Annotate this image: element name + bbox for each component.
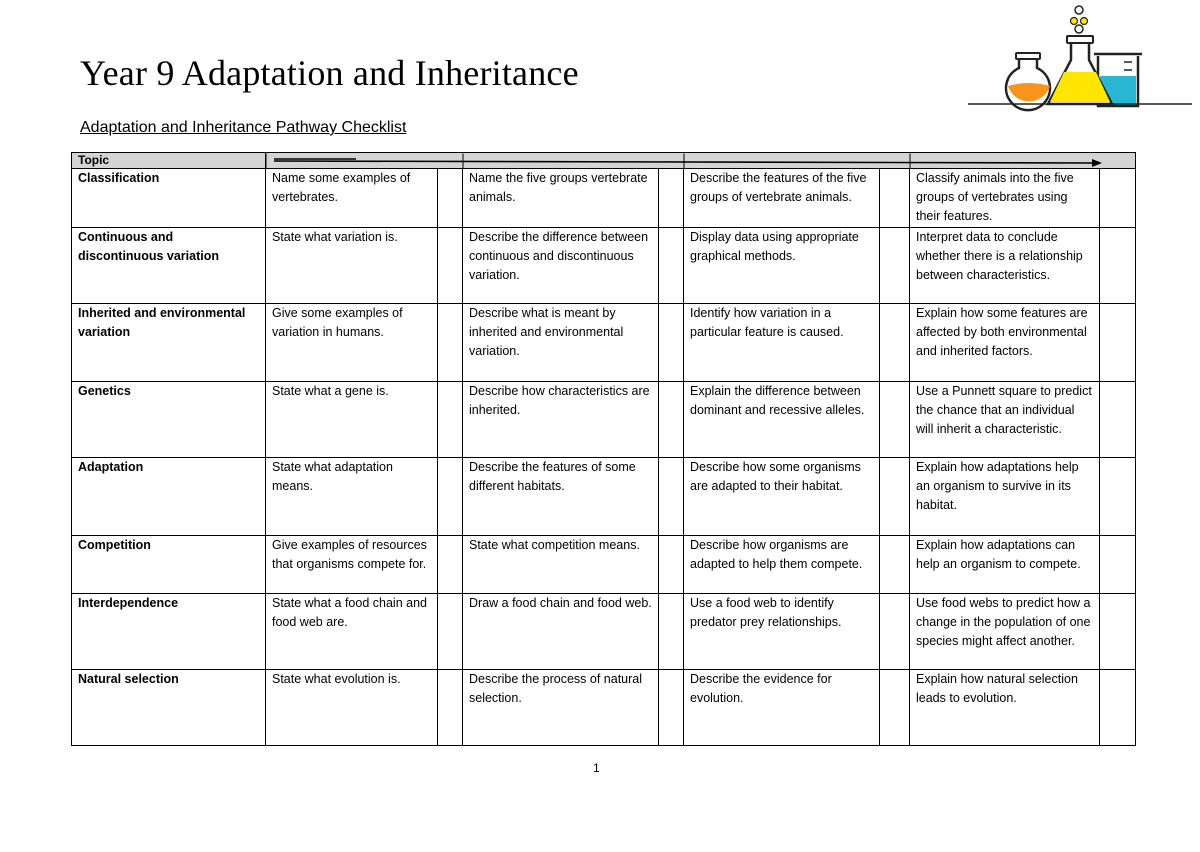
level-3-cell: Display data using appropriate graphical methods. [684, 227, 880, 303]
table-row [72, 457, 1136, 535]
checkbox-cell[interactable] [659, 227, 684, 303]
checkbox-cell[interactable] [880, 227, 910, 303]
checkbox-cell[interactable] [438, 303, 463, 381]
topic-cell: Genetics [72, 381, 266, 457]
level-2-cell: Describe the difference between continuous and discontinuous variation. [463, 227, 659, 303]
topic-header: Topic [72, 153, 266, 169]
checkbox-cell[interactable] [1100, 669, 1136, 745]
table-row [72, 381, 1136, 457]
page-number: 1 [593, 761, 600, 775]
level-1-cell: State what adaptation means. [266, 457, 438, 535]
level-3-cell: Use a food web to identify predator prey relationships. [684, 593, 880, 669]
checkbox-cell[interactable] [659, 535, 684, 593]
checkbox-cell[interactable] [880, 593, 910, 669]
topic-cell: Interdependence [72, 593, 266, 669]
level-3-cell: Describe the evidence for evolution. [684, 669, 880, 745]
progression-arrow-header [266, 153, 1136, 169]
checkbox-cell[interactable] [1100, 227, 1136, 303]
level-4-cell: Classify animals into the five groups of vertebrates using their features. [910, 169, 1100, 228]
topic-cell: Natural selection [72, 669, 266, 745]
checkbox-cell[interactable] [659, 303, 684, 381]
level-4-cell: Explain how adaptations help an organism to survive in its habitat. [910, 457, 1100, 535]
topic-cell: Adaptation [72, 457, 266, 535]
checkbox-cell[interactable] [438, 227, 463, 303]
level-1-cell: Name some examples of vertebrates. [266, 169, 438, 228]
level-1-cell: State what a food chain and food web are. [266, 593, 438, 669]
level-3-cell: Describe how some organisms are adapted to their habitat. [684, 457, 880, 535]
checkbox-cell[interactable] [438, 593, 463, 669]
level-3-cell: Explain the difference between dominant and recessive alleles. [684, 381, 880, 457]
checkbox-cell[interactable] [438, 457, 463, 535]
level-1-cell: Give examples of resources that organisms compete for. [266, 535, 438, 593]
checkbox-cell[interactable] [438, 169, 463, 228]
checkbox-cell[interactable] [659, 593, 684, 669]
checkbox-cell[interactable] [880, 669, 910, 745]
level-4-cell: Use food webs to predict how a change in the population of one species might affect another. [910, 593, 1100, 669]
checkbox-cell[interactable] [1100, 593, 1136, 669]
level-2-cell: State what competition means. [463, 535, 659, 593]
checkbox-cell[interactable] [438, 669, 463, 745]
level-1-cell: State what variation is. [266, 227, 438, 303]
level-1-cell: State what a gene is. [266, 381, 438, 457]
checkbox-cell[interactable] [880, 381, 910, 457]
level-2-cell: Name the five groups vertebrate animals. [463, 169, 659, 228]
table-row [72, 303, 1136, 381]
level-4-cell: Explain how some features are affected by both environmental and inherited factors. [910, 303, 1100, 381]
level-4-cell: Interpret data to conclude whether there is a relationship between characteristics. [910, 227, 1100, 303]
level-4-cell: Explain how natural selection leads to evolution. [910, 669, 1100, 745]
table-row [72, 169, 1136, 228]
topic-cell: Classification [72, 169, 266, 228]
level-2-cell: Describe the process of natural selection. [463, 669, 659, 745]
checkbox-cell[interactable] [880, 303, 910, 381]
level-2-cell: Describe what is meant by inherited and environmental variation. [463, 303, 659, 381]
checkbox-cell[interactable] [659, 381, 684, 457]
level-1-cell: Give some examples of variation in humans. [266, 303, 438, 381]
table-row [72, 593, 1136, 669]
page-title: Year 9 Adaptation and Inheritance [80, 53, 579, 93]
checkbox-cell[interactable] [438, 535, 463, 593]
checkbox-cell[interactable] [1100, 303, 1136, 381]
pathway-checklist-table [71, 152, 1136, 746]
level-2-cell: Describe how characteristics are inherited. [463, 381, 659, 457]
checkbox-cell[interactable] [659, 169, 684, 228]
topic-cell: Continuous and discontinuous variation [72, 227, 266, 303]
level-1-cell: State what evolution is. [266, 669, 438, 745]
checkbox-cell[interactable] [659, 457, 684, 535]
checkbox-cell[interactable] [880, 457, 910, 535]
level-4-cell: Explain how adaptations can help an organism to compete. [910, 535, 1100, 593]
progression-arrow-icon [266, 153, 1136, 169]
checkbox-cell[interactable] [1100, 535, 1136, 593]
level-3-cell: Describe how organisms are adapted to help them compete. [684, 535, 880, 593]
checkbox-cell[interactable] [880, 535, 910, 593]
level-4-cell: Use a Punnett square to predict the chance that an individual will inherit a characteristic. [910, 381, 1100, 457]
level-3-cell: Identify how variation in a particular feature is caused. [684, 303, 880, 381]
topic-cell: Competition [72, 535, 266, 593]
checkbox-cell[interactable] [438, 381, 463, 457]
lab-glassware-icon [966, 0, 1194, 112]
checkbox-cell[interactable] [1100, 169, 1136, 228]
table-row [72, 669, 1136, 745]
table-row [72, 535, 1136, 593]
level-3-cell: Describe the features of the five groups of vertebrate animals. [684, 169, 880, 228]
level-2-cell: Draw a food chain and food web. [463, 593, 659, 669]
checkbox-cell[interactable] [659, 669, 684, 745]
checkbox-cell[interactable] [880, 169, 910, 228]
checklist-subtitle: Adaptation and Inheritance Pathway Checklist [80, 119, 407, 136]
checkbox-cell[interactable] [1100, 381, 1136, 457]
table-header-row [72, 153, 1136, 169]
topic-cell: Inherited and environmental variation [72, 303, 266, 381]
level-2-cell: Describe the features of some different habitats. [463, 457, 659, 535]
table-row [72, 227, 1136, 303]
checkbox-cell[interactable] [1100, 457, 1136, 535]
